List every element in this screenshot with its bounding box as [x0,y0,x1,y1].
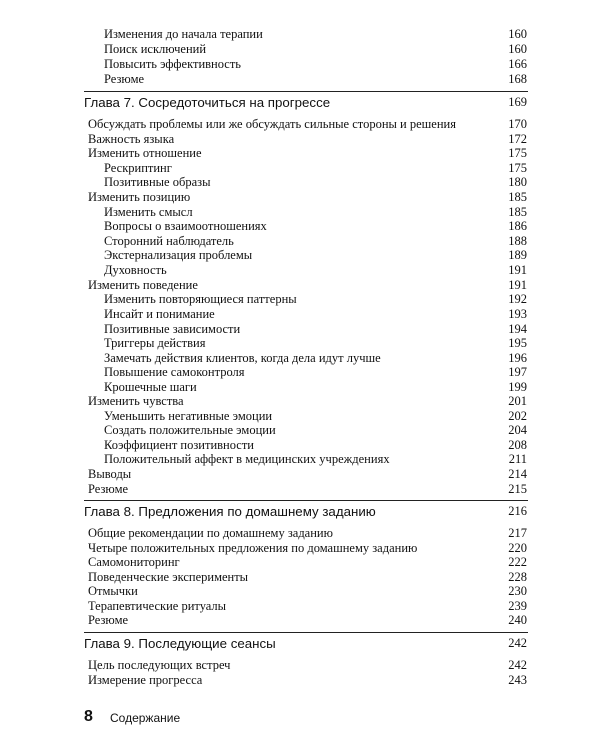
toc-entry-title: Резюме [104,72,145,86]
toc-entry [0,365,600,380]
toc-entry-title: Изменить чувства [88,394,184,408]
toc-entry-page: 160 [508,42,527,56]
toc-entry [0,27,600,42]
toc-entry-title: Коэффициент позитивности [104,438,254,452]
toc-entry [0,42,600,57]
toc-entry-page: 189 [508,248,527,262]
toc-entry-title: Позитивные зависимости [104,322,241,336]
toc-chapter-heading [0,95,600,110]
toc-entry [0,613,600,628]
toc-entry-title: Повысить эффективность [104,57,241,71]
toc-entry-page: 243 [508,673,527,687]
toc-entry [0,146,600,161]
toc-entry [0,57,600,72]
toc-entry [0,336,600,351]
toc-entry-title: Поиск исключений [104,42,207,56]
toc-entry-page: 188 [508,234,527,248]
toc-entry-title: Уменьшить негативные эмоции [104,409,273,423]
toc-entry-title: Важность языка [88,132,175,146]
toc-entry [0,452,600,467]
chapter-divider [84,500,528,501]
toc-entry [0,409,600,424]
toc-entry-title: Триггеры действия [104,336,206,350]
toc-entry-page: 230 [508,584,527,598]
toc-entry-page: 192 [508,292,527,306]
toc-entry-title: Духовность [104,263,167,277]
toc-entry-title: Поведенческие эксперименты [88,570,249,584]
toc-entry-title: Четыре положительных предложения по домашнему заданию [88,541,418,555]
toc-entry-title: Резюме [88,613,129,627]
toc-entry-page: 175 [508,146,527,160]
toc-entry-page: 222 [508,555,527,569]
chapter-divider [84,91,528,92]
footer-section-label: Содержание [110,711,181,725]
toc-entry-title: Создать положительные эмоции [104,423,276,437]
toc-entry [0,584,600,599]
toc-entry-title: Изменить позицию [88,190,191,204]
toc-entry-page: 196 [508,351,527,365]
toc-entry-title: Резюме [88,482,129,496]
toc-entry-page: 201 [508,394,527,408]
toc-entry-title: Общие рекомендации по домашнему заданию [88,526,333,540]
toc-entry-title: Позитивные образы [104,175,211,189]
toc-entry-title: Изменить повторяющиеся паттерны [104,292,297,306]
toc-entry-page: 169 [508,95,527,109]
toc-entry-title: Сторонний наблюдатель [104,234,234,248]
toc-entry [0,438,600,453]
toc-entry [0,322,600,337]
toc-entry-title: Измерение прогресса [88,673,203,687]
toc-entry-title: Обсуждать проблемы или же обсуждать сильные стороны и решения [88,117,456,131]
toc-entry [0,132,600,147]
toc-entry-title: Рескриптинг [104,161,172,175]
toc-entry [0,570,600,585]
toc-entry-title: Глава 8. Предложения по домашнему заданию [84,504,376,519]
toc-entry [0,278,600,293]
toc-entry-page: 242 [508,636,527,650]
toc-entry-page: 217 [508,526,527,540]
toc-entry-title: Положительный аффект в медицинских учреждениях [104,452,390,466]
toc-entry [0,292,600,307]
toc-entry-page: 240 [508,613,527,627]
toc-entry [0,161,600,176]
toc-entry-page: 208 [508,438,527,452]
toc-entry [0,423,600,438]
toc-entry-title: Выводы [88,467,132,481]
page-footer [0,707,600,727]
toc-entry-page: 160 [508,27,527,41]
toc-entry-title: Повышение самоконтроля [104,365,245,379]
toc-entry [0,117,600,132]
toc-entry-page: 239 [508,599,527,613]
toc-entry-page: 194 [508,322,527,336]
toc-entry-page: 195 [508,336,527,350]
toc-entry-page: 191 [508,278,527,292]
toc-entry-page: 185 [508,205,527,219]
toc-entry-title: Экстернализация проблемы [104,248,253,262]
toc-entry [0,234,600,249]
toc-entry-page: 216 [508,504,527,518]
toc-entry-page: 180 [508,175,527,189]
toc-entry-title: Инсайт и понимание [104,307,215,321]
toc-entry [0,380,600,395]
toc-entry-page: 166 [508,57,527,71]
toc-entry [0,673,600,688]
toc-entry-page: 211 [508,452,527,466]
toc-entry-page: 199 [508,380,527,394]
toc-entry-title: Самомониторинг [88,555,180,569]
toc-entry [0,307,600,322]
toc-entry-title: Изменить отношение [88,146,202,160]
toc-entry-title: Изменения до начала терапии [104,27,263,41]
toc-chapter-heading [0,504,600,519]
toc-entry-page: 186 [508,219,527,233]
toc-entry-page: 168 [508,72,527,86]
toc-entry-title: Цель последующих встреч [88,658,231,672]
toc-entry [0,658,600,673]
toc-entry-title: Глава 9. Последующие сеансы [84,636,276,651]
toc-entry [0,599,600,614]
toc-entry-page: 191 [508,263,527,277]
toc-entry [0,205,600,220]
toc-entry-title: Изменить поведение [88,278,198,292]
toc-entry [0,482,600,497]
toc-entry-title: Изменить смысл [104,205,193,219]
toc-entry-title: Отмычки [88,584,138,598]
toc-entry-title: Глава 7. Сосредоточиться на прогрессе [84,95,331,110]
toc-entry-page: 175 [508,161,527,175]
toc-entry [0,219,600,234]
footer-page-number: 8 [84,708,93,725]
toc-entry-title: Вопросы о взаимоотношениях [104,219,267,233]
toc-entry-title: Крошечные шаги [104,380,197,394]
toc-entry-page: 170 [508,117,527,131]
toc-entry-page: 220 [508,541,527,555]
toc-entry [0,394,600,409]
toc-entry-page: 214 [508,467,527,481]
toc-chapter-heading [0,636,600,651]
toc-entry-page: 215 [508,482,527,496]
toc-entry-page: 172 [508,132,527,146]
toc-entry-page: 202 [508,409,527,423]
toc-entry [0,263,600,278]
chapter-divider [84,632,528,633]
toc-entry [0,175,600,190]
toc-entry-page: 204 [508,423,527,437]
toc-entry-page: 185 [508,190,527,204]
toc-entry [0,190,600,205]
toc-entry-page: 193 [508,307,527,321]
toc-entry [0,72,600,87]
toc-entry [0,467,600,482]
toc-entry-page: 228 [508,570,527,584]
toc-entry [0,541,600,556]
toc-entry [0,555,600,570]
toc-entry-title: Терапевтические ритуалы [88,599,227,613]
toc-entry [0,526,600,541]
toc-entry-page: 197 [508,365,527,379]
toc-entry-page: 242 [508,658,527,672]
toc-entry-title: Замечать действия клиентов, когда дела идут лучше [104,351,381,365]
toc-entry [0,351,600,366]
toc-entry [0,248,600,263]
